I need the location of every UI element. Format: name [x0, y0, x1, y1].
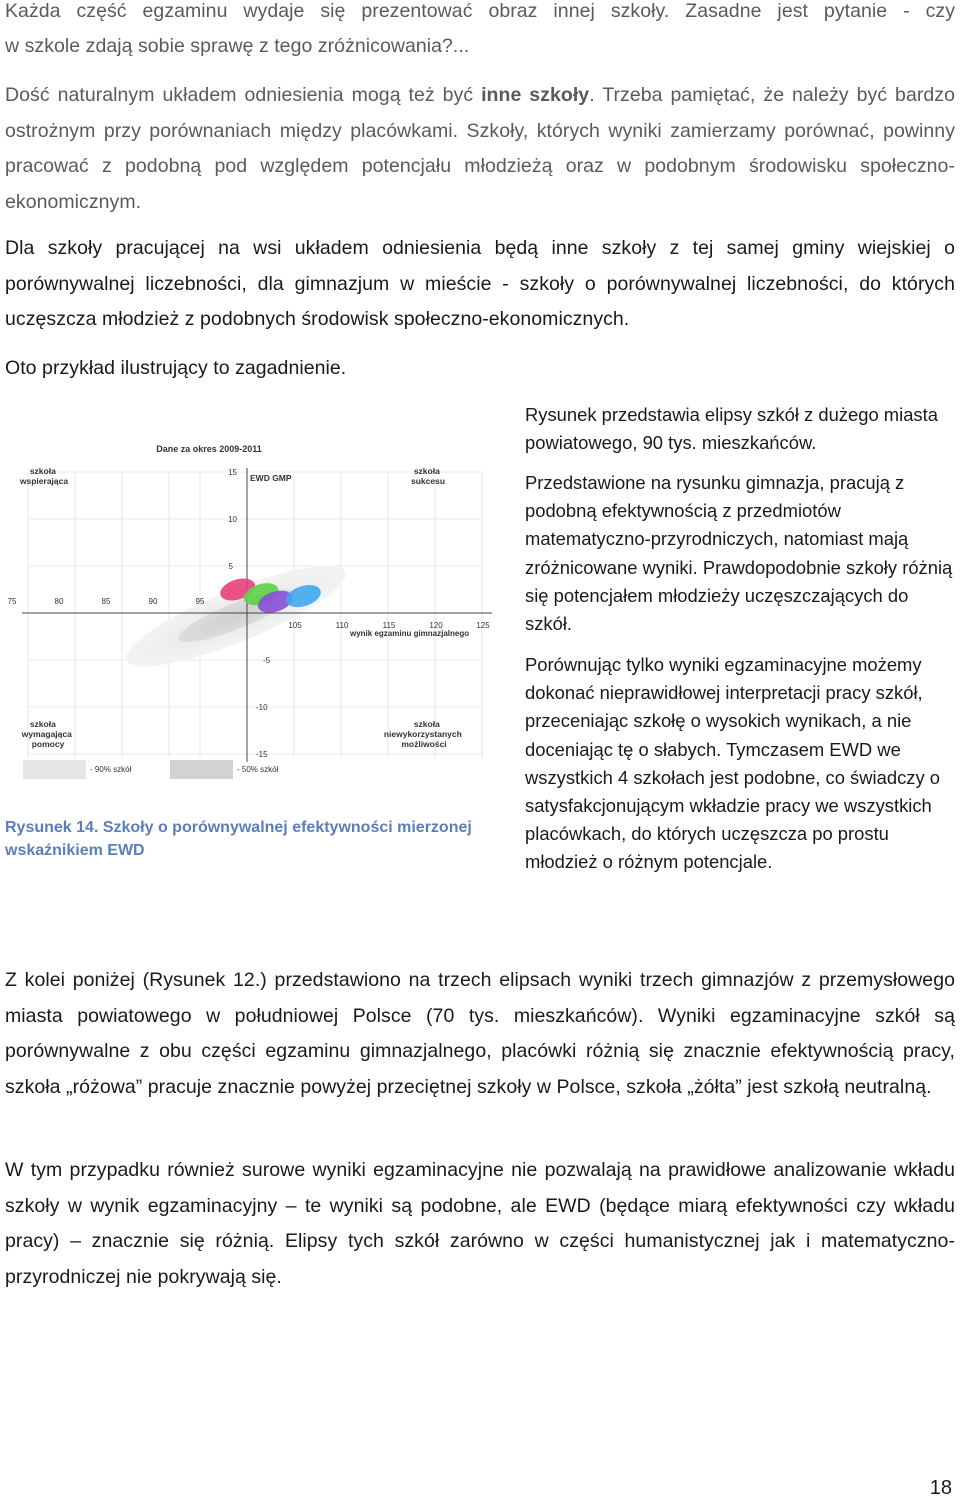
x-tick-label: 75 — [7, 597, 17, 606]
quadrant-label-line: pomocy — [31, 739, 65, 749]
y-tick-label: 5 — [228, 562, 233, 571]
quadrant-label-top-right — [411, 466, 445, 486]
y-tick-label: 10 — [228, 515, 237, 524]
quadrant-label-line: wspierająca — [19, 476, 69, 486]
paragraph-1-line-1: Każda część egzaminu wydaje się prezentować obraz innej szkoły. Zasadne jest pytanie - czy — [5, 0, 955, 22]
quadrant-label-line: możliwości — [401, 739, 447, 749]
y-tick-label: -5 — [263, 656, 271, 665]
x-tick-label: 90 — [148, 597, 158, 606]
quadrant-label-line: szkoła — [29, 719, 56, 729]
quadrant-label-line: niewykorzystanych — [383, 729, 462, 739]
paragraph-4: Oto przykład ilustrujący to zagadnienie. — [5, 357, 347, 379]
quadrant-label-line: sukcesu — [410, 476, 446, 486]
x-tick-label: 95 — [195, 597, 205, 606]
legend-swatch-50 — [170, 760, 233, 779]
page-number: 18 — [929, 1477, 952, 1499]
legend-label-50: - 50% szkół — [237, 765, 279, 774]
paragraph-6: W tym przypadku również surowe wyniki egzaminacyjne nie pozwalają na prawidłowe analizowanie wkładu szkoły w wynik egzaminacyjny – te wyniki są podobne, ale EWD (będące miarą efektywności czy wkładu pracy) – znacznie się różnią. Elipsy tych szkół zarówno w części humanistycznej jak i matematyczno-przyrodniczej nie pokrywają się. — [5, 1159, 955, 1288]
x-tick-label: 85 — [101, 597, 111, 606]
x-axis-label: wynik egzaminu gimnazjalnego — [350, 629, 470, 638]
paragraph-2-pre: Dość naturalnym układem odniesienia mogą też być — [5, 84, 482, 106]
y-tick-label: -15 — [256, 750, 268, 759]
quadrant-label-top-left — [19, 466, 68, 486]
quadrant-label-bottom-left — [21, 719, 74, 749]
side-text-2: Przedstawione na rysunku gimnazja, pracują z podobną efektywnością z przedmiotów matematyczno-przyrodniczych, natomiast mają zróżnicowane wyniki. Prawdopodobnie szkoły różnią się potencjałem młodzieży uczęszczających do szkół. — [525, 472, 953, 635]
quadrant-label-line: szkoła — [29, 466, 56, 476]
y-axis-label: EWD GMP — [250, 473, 292, 483]
x-tick-label: 80 — [54, 597, 64, 606]
x-tick-label: 115 — [382, 621, 396, 630]
x-tick-label: 120 — [429, 621, 443, 630]
quadrant-label-bottom-right — [384, 719, 464, 749]
quadrant-label-line: szkoła — [413, 719, 440, 729]
y-tick-label: 15 — [228, 468, 237, 477]
side-text-3: Porównując tylko wyniki egzaminacyjne możemy dokonać nieprawidłowej interpretacji pracy szkół, przeceniając szkołę o wysokich wynikach, a nie doceniając tę o słabych. Tymczasem EWD we wszystkich 4 szkołach jest podobne, co świadczy o satysfakcjonującym wkładzie pracy we wszystkich placówkach, do których uczęszcza po prostu młodzież o różnym potencjale. — [525, 654, 941, 873]
quadrant-label-line: szkoła — [413, 466, 440, 476]
x-tick-label: 125 — [476, 621, 490, 630]
side-text-1: Rysunek przedstawia elipsy szkół z dużego miasta powiatowego, 90 tys. mieszkańców. — [525, 404, 938, 454]
paragraph-5: Z kolei poniżej (Rysunek 12.) przedstawiono na trzech elipsach wyniki trzech gimnazjów z przemysłowego miasta powiatowego w południowej Polsce (70 tys. mieszkańców). Wyniki egzaminacyjne szkół są porównywalne z obu części egzaminu gimnazjalnego, placówki różnią się znacznie efektywnością pracy, szkoła „różowa” pracuje znacznie powyżej przeciętnej szkoły w Polsce, szkoła „żółta” jest szkołą neutralną. — [5, 969, 955, 1098]
x-tick-label: 110 — [335, 621, 349, 630]
paragraph-1-line-2: w szkole zdają sobie sprawę z tego zróżnicowania?... — [5, 35, 470, 57]
paragraph-3: Dla szkoły pracującej na wsi układem odniesienia będą inne szkoły z tej samej gminy wiejskiej o porównywalnej liczebności, dla gimnazjum w mieście - szkoły o porównywalnej liczebności, do których uczęszcza młodzież z podobnych środowisk społeczno-ekonomicznych. — [5, 237, 955, 330]
chart-title: Dane za okres 2009-2011 — [156, 444, 262, 454]
figure-caption: Rysunek 14. Szkoły o porównywalnej efektywności mierzonej wskaźnikiem EWD — [5, 819, 472, 859]
paragraph-2-post: . Trzeba pamiętać, że należy być bardzo ostrożnym przy porównaniach między placówkami. Szkoły, których wyniki zamierzamy porównać, powinny pracować z podobną pod względem potencjału młodzieżą oraz w podobnym środowisku społeczno-ekonomicznym. — [5, 84, 955, 213]
paragraph-2-bold: inne szkoły — [481, 84, 590, 106]
paragraph-2 — [5, 78, 955, 220]
legend-swatch-90 — [23, 760, 86, 779]
y-tick-label: -10 — [256, 703, 268, 712]
quadrant-label-line: wymagająca — [21, 729, 72, 739]
legend-label-90: - 90% szkół — [90, 765, 132, 774]
x-tick-label: 105 — [288, 621, 302, 630]
ewd-chart — [4, 438, 499, 783]
